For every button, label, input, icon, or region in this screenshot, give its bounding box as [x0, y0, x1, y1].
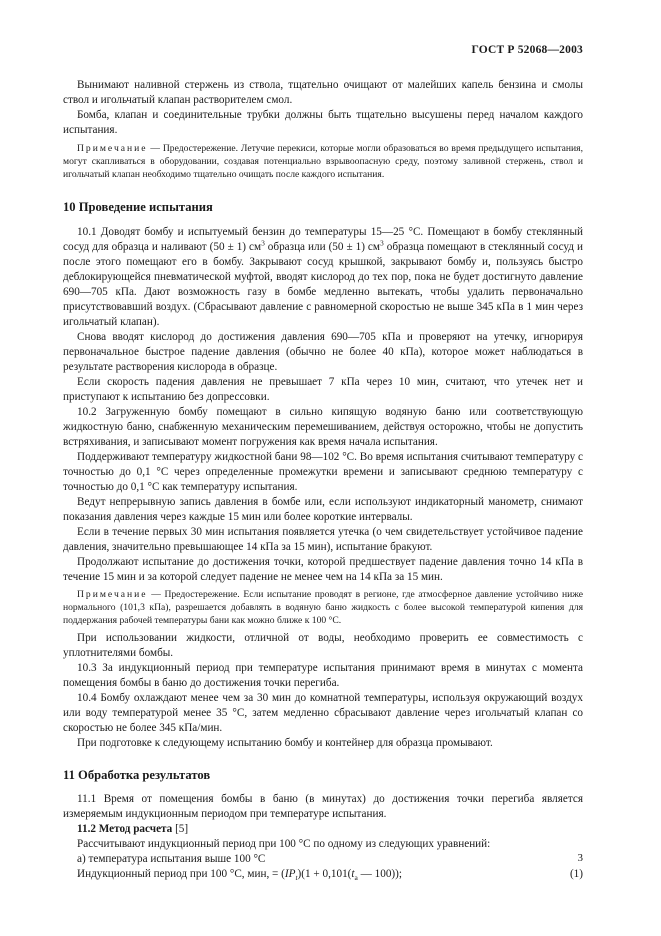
note-label: Примечание	[77, 589, 148, 600]
page-content	[63, 78, 583, 882]
page-number: 3	[577, 852, 583, 864]
paragraph-11-1: 11.1 Время от помещения бомбы в баню (в минутах) до достижения точки перегиба является измеряемым индукционным периодом при температуре испытания.	[63, 793, 583, 820]
paragraph-leak: Если в течение первых 30 мин испытания появляется утечка (о чем свидетельствует устойчивое падение давления, значительно превышающее 14 кПа за 15 мин), испытание бракуют.	[63, 526, 583, 553]
note-section-10	[63, 588, 583, 627]
paragraph-item-a: а) температура испытания выше 100 °С	[77, 853, 266, 865]
subsection-11-2-heading: 11.2 Метод расчета [5]	[77, 823, 189, 835]
note-label: Примечание	[77, 143, 148, 154]
paragraph-10-1: 10.1 Доводят бомбу и испытуемый бензин до температуры 15—25 °С. Помещают в бомбу стеклянный сосуд для образца и наливают (50 ± 1) $см^3$ образца или (50 ± 1) $см^3$ образца помещают в стеклянный сосуд и после этого помещают его в бомбу. Закрывают сосуд крышкой, закрывают бомбу и, пользуясь быстро деблокирующейся пневматической муфтой, вводят кислород до тех пор, пока не будет достигнуто давление 690—705 кПа. Дают возможность газу в бомбе медленно вытекать, чтобы удалить первоначально присутствовавший воздух. (Сбрасывают давление с равномерной скоростью не выше 345 кПа в 1 мин через игольчатый клапан).	[63, 226, 583, 328]
paragraph-intro-2: Бомба, клапан и соединительные трубки должны быть тщательно высушены перед началом каждого испытания.	[63, 109, 583, 136]
paragraph-prepare: При подготовке к следующему испытанию бомбу и контейнер для образца промывают.	[77, 737, 493, 749]
paragraph-record: Ведут непрерывную запись давления в бомбе или, если используют индикаторный манометр, снимают показания давления через каждые 15 мин или более короткие интервалы.	[63, 496, 583, 523]
note-intro	[63, 142, 583, 181]
standard-header: ГОСТ Р 52068—2003	[471, 44, 583, 56]
paragraph-oxygen: Снова вводят кислород до достижения давления 690—705 кПа и проверяют на утечку, игнорируя первоначальное быстрое падение давления (обычно не более 40 кПа), которое может наблюдаться в результате растворения кислорода в образце.	[63, 331, 583, 373]
note-text: — Предостережение. Если испытание проводят в регионе, где атмосферное давление устойчиво ниже нормального (101,3 кПа), разрешается добавлять в водяную баню жидкость с более высокой температурой кипения для поддержания рабочей температуры бани как можно ближе к 100 °С.	[63, 589, 583, 626]
paragraph-intro-1: Вынимают наливной стержень из ствола, тщательно очищают от малейших капель бензина и смолы ствол и игольчатый клапан растворителем смол.	[63, 79, 583, 106]
note-text: — Предостережение. Летучие перекиси, которые могли образоваться во время предыдущего испытания, могут скапливаться в оборудовании, создавая потенциально взрывоопасную среду, поэтому заливной стержень, ствол и игольчатый клапан необходимо тщательно очищать после каждого испытания.	[63, 143, 583, 180]
paragraph-10-2: 10.2 Загруженную бомбу помещают в сильно кипящую водяную баню или соответствующую жидкостную баню, снабженную механическим перемешиванием, действуя осторожно, чтобы не допустить встряхивания, и записывают момент погружения как время начала испытания.	[63, 406, 583, 448]
paragraph-bath: Поддерживают температуру жидкостной бани 98—102 °С. Во время испытания считывают температуру с точностью до 0,1 °С через определенные промежутки времени и записывают среднюю температуру с точностью до 0,1 °С как температуру испытания.	[63, 451, 583, 493]
equation-number: (1)	[569, 868, 583, 880]
section-10-heading: 10 Проведение испытания	[63, 200, 213, 214]
paragraph-calc: Рассчитывают индукционный период при 100 °С по одному из следующих уравнений:	[77, 838, 491, 850]
paragraph-10-4: 10.4 Бомбу охлаждают менее чем за 30 мин до комнатной температуры, используя окружающий воздух или воду температурой менее 35 °С, затем медленно сбрасывают давление через игольчатый клапан со скоростью не более 345 кПа/мин.	[63, 692, 583, 734]
paragraph-continue: Продолжают испытание до достижения точки, которой предшествует падение давления точно 14 кПа в течение 15 мин и за которой следует падение не менее чем на 14 кПа за 15 мин.	[63, 556, 583, 583]
paragraph-10-3: 10.3 За индукционный период при температуре испытания принимают время в минутах с момента помещения бомбы в баню до достижения точки перегиба.	[63, 662, 583, 689]
equation-1: Индукционный период при 100 °С, мин, = $(IP_t)(1 + 0,101(t_a$ — 100)); (1)	[77, 868, 583, 883]
paragraph-liquid: При использовании жидкости, отличной от воды, необходимо проверить ее совместимость с уплотнителями бомбы.	[63, 632, 583, 659]
section-11-heading: 11 Обработка результатов	[63, 768, 211, 782]
paragraph-rate: Если скорость падения давления не превышает 7 кПа через 10 мин, считают, что утечек нет и приступают к испытанию без допрессовки.	[63, 376, 583, 403]
